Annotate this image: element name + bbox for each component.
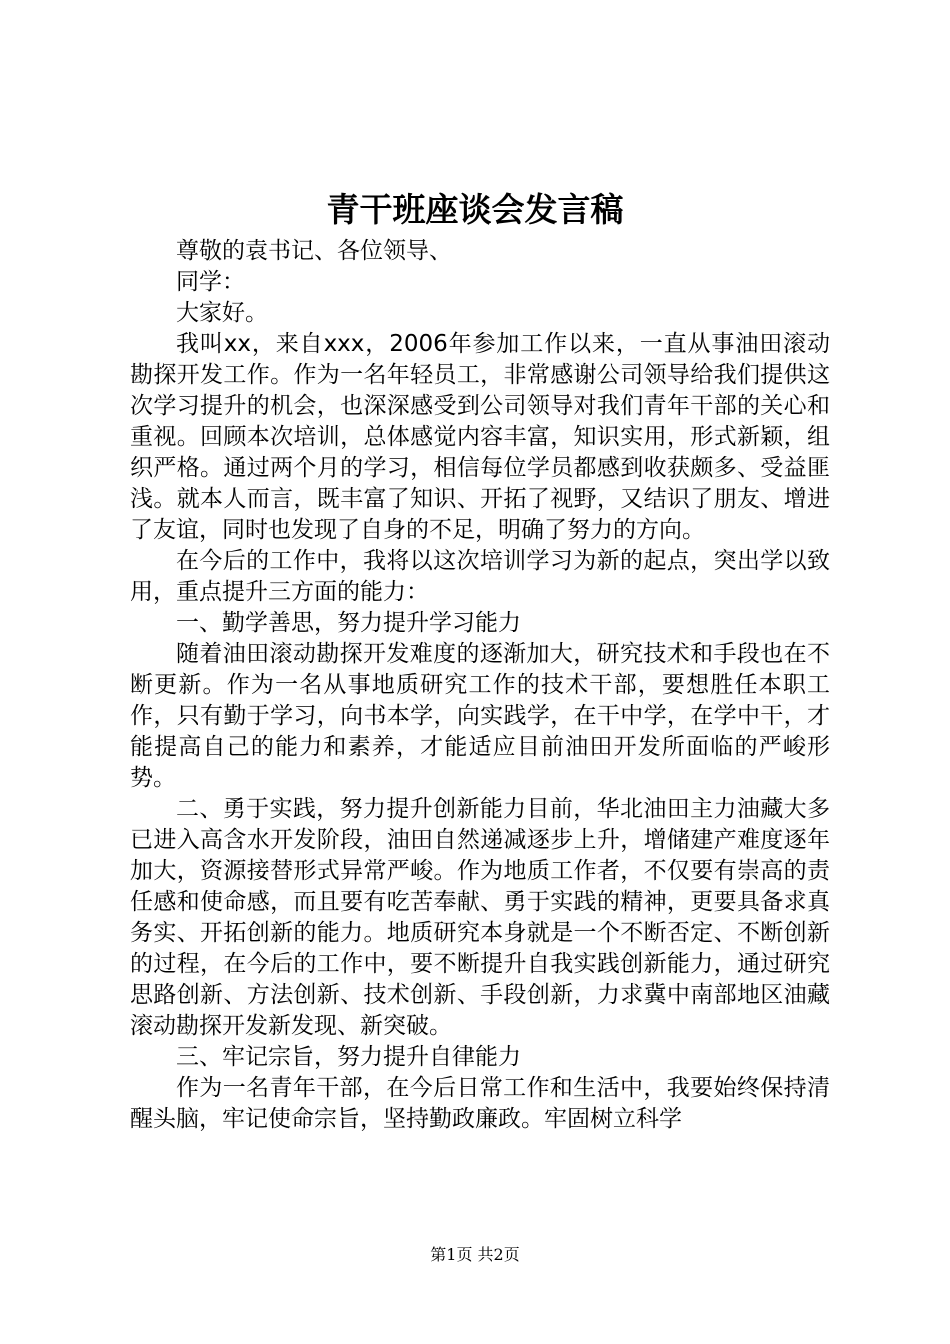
paragraph-plan: 在今后的工作中，我将以这次培训学习为新的起点，突出学以致用，重点提升三方面的能力： bbox=[130, 548, 830, 605]
paragraph-section-3: 作为一名青年干部，在今后日常工作和生活中，我要始终保持清醒头脑，牢记使命宗旨，坚持勤政廉政。牢固树立科学 bbox=[130, 1075, 830, 1132]
paragraph-section-2: 二、勇于实践，努力提升创新能力目前，华北油田主力油藏大多已进入高含水开发阶段，油田自然递减逐步上升，增储建产难度逐年加大，资源接替形式异常严峻。作为地质工作者，不仅要有崇高的责任感和使命感，而且要有吃苦奉献、勇于实践的精神，更要具备求真务实、开拓创新的能力。地质研究本身就是一个不断否定、不断创新的过程，在今后的工作中，要不断提升自我实践创新能力，通过研究思路创新、方法创新、技术创新、手段创新，力求冀中南部地区油藏滚动勘探开发新发现、新突破。 bbox=[130, 796, 830, 1039]
page-footer: 第1页 共2页 bbox=[430, 1245, 520, 1264]
paragraph-salutation-cont: 同学： bbox=[176, 269, 245, 295]
paragraph-salutation: 尊敬的袁书记、各位领导、 bbox=[176, 238, 452, 264]
heading-section-1: 一、勤学善思，努力提升学习能力 bbox=[176, 610, 521, 636]
document-title: 青干班座谈会发言稿 bbox=[326, 190, 624, 229]
paragraph-greeting: 大家好。 bbox=[176, 300, 268, 326]
paragraph-section-1: 随着油田滚动勘探开发难度的逐渐加大，研究技术和手段也在不断更新。作为一名从事地质研究工作的技术干部，要想胜任本职工作，只有勤于学习，向书本学，向实践学，在干中学，在学中干，才能提高自己的能力和素养，才能适应目前油田开发所面临的严峻形势。 bbox=[130, 641, 830, 791]
paragraph-intro: 我叫xx，来自xxx，2006年参加工作以来，一直从事油田滚动勘探开发工作。作为一名年轻员工，非常感谢公司领导给我们提供这次学习提升的机会，也深深感受到公司领导对我们青年干部的关心和重视。回顾本次培训，总体感觉内容丰富，知识实用，形式新颖，组织严格。通过两个月的学习，相信每位学员都感到收获颇多、受益匪浅。就本人而言，既丰富了知识、开拓了视野，又结识了朋友、增进了友谊，同时也发现了自身的不足，明确了努力的方向。 bbox=[130, 331, 830, 543]
document-body bbox=[130, 236, 830, 1135]
heading-section-3: 三、牢记宗旨，努力提升自律能力 bbox=[176, 1044, 521, 1070]
